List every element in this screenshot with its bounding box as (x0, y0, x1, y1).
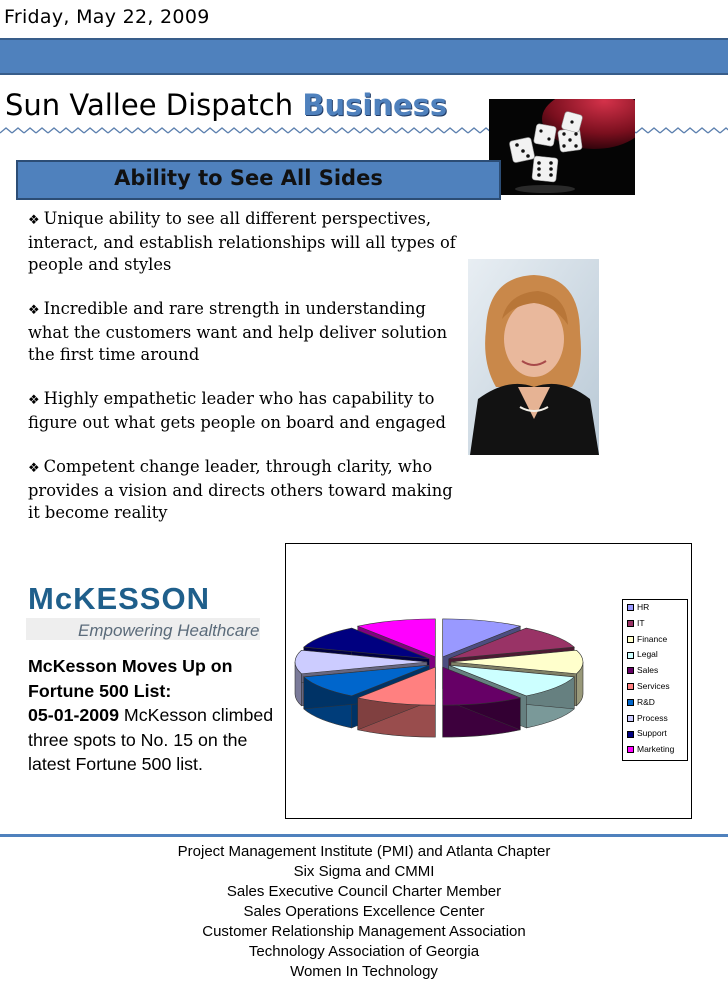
legend-swatch (627, 636, 634, 643)
legend-swatch (627, 683, 634, 690)
mckesson-logo (26, 582, 260, 640)
legend-swatch (627, 620, 634, 627)
legend-item (627, 728, 667, 738)
news-headline: McKesson Moves Up on Fortune 500 List: (28, 656, 233, 701)
affiliation-line: Technology Association of Georgia (248, 943, 480, 960)
legend-swatch (627, 604, 634, 611)
masthead-name: Sun Vallee Dispatch (5, 88, 303, 122)
legend-label: HR (637, 602, 650, 612)
chart-legend (622, 599, 688, 761)
svg-text:Empowering Healthcare: Empowering Healthcare (78, 621, 260, 640)
legend-label: R&D (637, 696, 655, 707)
diamond-bullet-icon: ❖ (28, 303, 40, 318)
bullet-item (28, 388, 458, 434)
bullet-item (28, 456, 458, 524)
bottom-rule (0, 834, 728, 837)
legend-item (627, 634, 667, 644)
legend-label: Marketing (637, 744, 675, 755)
svg-text:McKESSON: McKESSON (28, 582, 210, 616)
news-item (28, 654, 278, 777)
legend-swatch (627, 667, 634, 674)
dice-image (489, 99, 635, 195)
legend-item (627, 744, 674, 754)
newsletter-date: Friday, May 22, 2009 (4, 6, 210, 28)
legend-item (627, 697, 655, 707)
masthead-section: Business (302, 88, 448, 122)
bullet-text: Unique ability to see all different perspectives, interact, and establish relationships will all types of people and styles (28, 209, 456, 274)
affiliation-line: Sales Operations Excellence Center (243, 903, 485, 920)
bullet-item (28, 298, 458, 366)
legend-label: Process (637, 712, 668, 723)
legend-item (627, 681, 670, 691)
news-date: 05-01-2009 (28, 705, 119, 725)
legend-item (627, 602, 649, 612)
bullet-text: Competent change leader, through clarity, who provides a vision and directs others toward making it become reality (28, 457, 453, 522)
legend-label: Legal (637, 649, 658, 660)
affiliation-line: Sales Executive Council Charter Member (226, 883, 502, 900)
affiliation-line: Project Management Institute (PMI) and Atlanta Chapter (177, 843, 551, 860)
legend-swatch (627, 715, 634, 722)
header-bar (0, 38, 728, 75)
affiliations-footer (0, 842, 728, 982)
bullet-list (28, 208, 458, 546)
affiliation-line: Women In Technology (290, 963, 438, 980)
masthead-title (5, 88, 447, 122)
legend-label: Finance (637, 633, 668, 644)
legend-label: Sales (637, 665, 659, 676)
legend-item (627, 665, 658, 675)
legend-swatch (627, 746, 634, 753)
portrait-photo (468, 259, 599, 455)
legend-item (627, 649, 658, 659)
legend-item (627, 713, 668, 723)
diamond-bullet-icon: ❖ (28, 213, 40, 228)
diamond-bullet-icon: ❖ (28, 461, 40, 476)
legend-swatch (627, 652, 634, 659)
legend-item (627, 618, 645, 628)
news-body: McKesson climbed three spots to No. 15 on the latest Fortune 500 list. (28, 705, 274, 774)
legend-label: Support (637, 728, 667, 739)
bullet-text: Highly empathetic leader who has capability to figure out what gets people on board and engaged (28, 389, 446, 432)
legend-swatch (627, 731, 634, 738)
legend-label: IT (637, 617, 645, 628)
legend-swatch (627, 699, 634, 706)
affiliation-line: Customer Relationship Management Association (202, 923, 526, 940)
affiliation-line: Six Sigma and CMMI (293, 863, 435, 880)
section-title: Ability to See All Sides (114, 166, 383, 190)
diamond-bullet-icon: ❖ (28, 393, 40, 408)
bullet-item (28, 208, 458, 276)
legend-label: Services (637, 681, 670, 691)
bullet-text: Incredible and rare strength in understanding what the customers want and help deliver solution the first time around (28, 299, 448, 364)
